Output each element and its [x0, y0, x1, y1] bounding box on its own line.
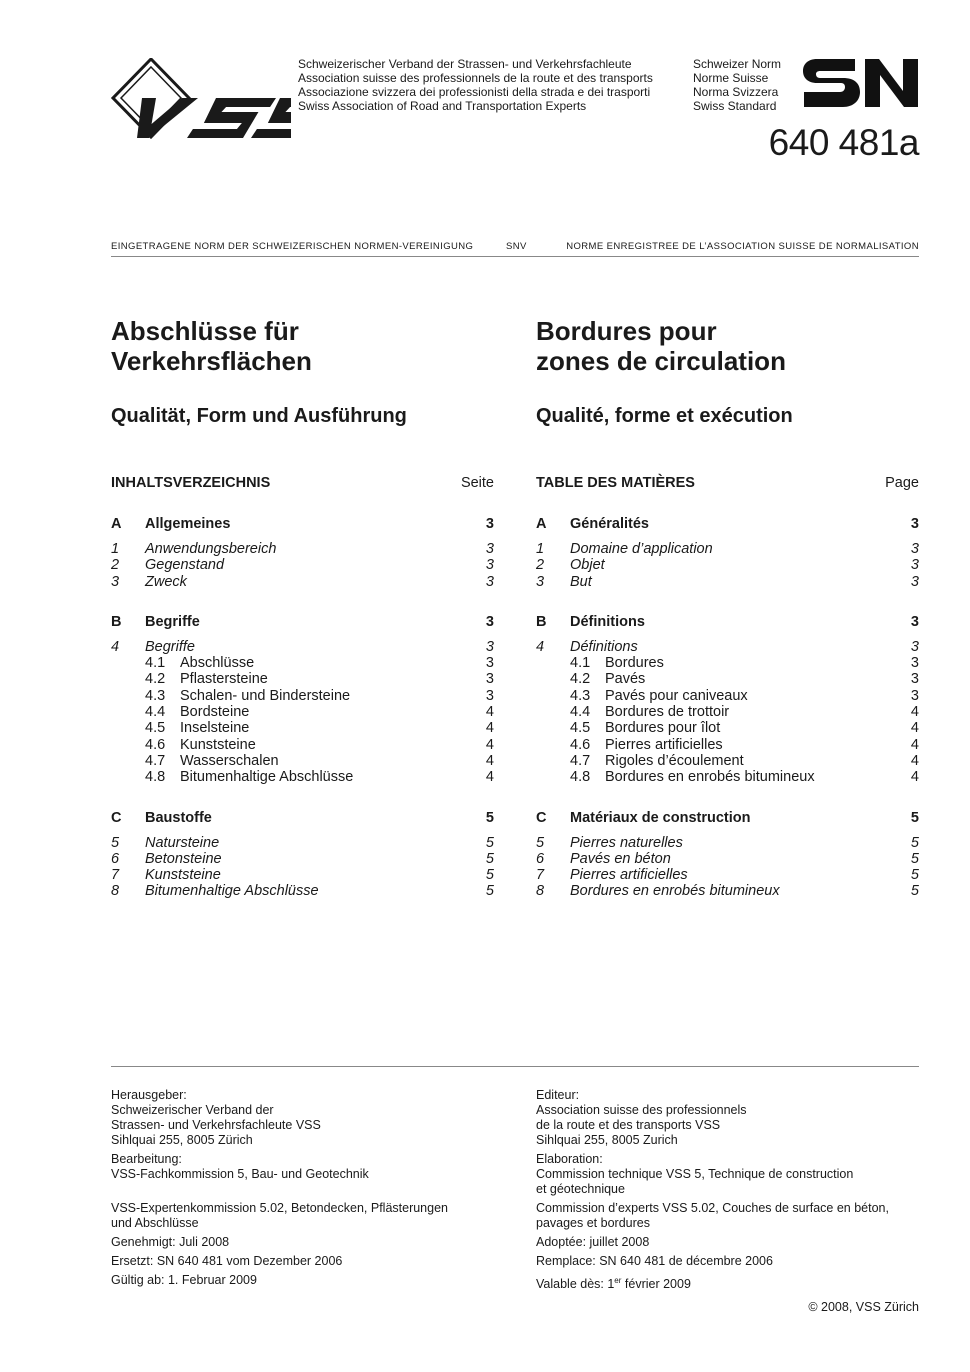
subitem-page: 4 [910, 769, 919, 786]
toc-section-row [536, 515, 919, 533]
section-title: Définitions [570, 613, 645, 630]
subitem-number: 4.5 [570, 720, 591, 737]
subitem-label: Bitumenhaltige Abschlüsse [180, 769, 354, 786]
title-fr-line1: Bordures pour [536, 316, 717, 346]
editing-fr [536, 1152, 919, 1197]
indent [111, 655, 145, 671]
indent [536, 704, 570, 720]
publisher-line: Strassen- und Verkehrsfachleute VSS [111, 1118, 321, 1132]
association-name-fr: Association suisse des professionnels de la route et des transports [298, 71, 653, 85]
item-page: 5 [485, 883, 494, 900]
subitem-page: 3 [485, 655, 494, 672]
item-label: Zweck [145, 573, 187, 590]
association-name-it: Associazione svizzera dei professionisti della strada e dei trasporti [298, 85, 651, 99]
subitem-label: Rigoles d’écoulement [605, 752, 744, 769]
item-page: 5 [910, 850, 919, 867]
subitem-page: 3 [485, 671, 494, 688]
subitem-page: 4 [910, 736, 919, 753]
subitem-number: 4.4 [570, 704, 591, 721]
subitem-page: 4 [910, 720, 919, 737]
item-label: Pavés en béton [570, 850, 671, 867]
section-letter: B [536, 613, 547, 630]
toc-subitem-row [536, 671, 919, 687]
column-de [111, 316, 494, 900]
subitem-label: Abschlüsse [180, 655, 255, 672]
toc-subitem-row [111, 737, 494, 753]
toc-item-row [111, 541, 494, 557]
editing-line: Commission technique VSS 5, Technique de construction [536, 1167, 854, 1181]
title-fr [536, 316, 919, 376]
toc-item-row [536, 574, 919, 590]
subitem-page: 3 [910, 655, 919, 672]
subitem-page: 4 [485, 736, 494, 753]
valid-de: Gültig ab: 1. Februar 2009 [111, 1273, 257, 1287]
section-letter: A [536, 516, 547, 532]
norm-number: 640 481a [768, 122, 919, 163]
toc-section [111, 613, 494, 786]
section-title: Allgemeines [145, 516, 231, 532]
subitem-number: 4.3 [145, 687, 166, 704]
item-number: 6 [536, 850, 545, 867]
item-page: 5 [485, 850, 494, 867]
title-de-line1: Abschlüsse für [111, 316, 299, 346]
toc-subitem-row [111, 655, 494, 671]
approved-fr: Adoptée: juillet 2008 [536, 1235, 650, 1249]
section-title: Matériaux de construction [570, 809, 751, 826]
item-page: 3 [910, 573, 919, 590]
subitem-label: Bordures en enrobés bitumineux [605, 769, 815, 786]
item-number: 8 [536, 883, 545, 900]
publisher-label: Editeur: [536, 1088, 580, 1102]
subitem-label: Inselsteine [180, 720, 250, 737]
item-label: Natursteine [145, 834, 220, 851]
toc-heading: TABLE DES MATIÈRES [536, 475, 695, 491]
toc-subitem-row [111, 671, 494, 687]
toc-header [111, 474, 494, 492]
publisher-line: de la route et des transports VSS [536, 1118, 721, 1132]
item-label: Définitions [570, 638, 638, 655]
indent [111, 720, 145, 736]
valid-suffix: février 2009 [621, 1277, 691, 1291]
toc-section-row [536, 613, 919, 631]
registration-rule [111, 256, 919, 257]
section-page: 5 [485, 809, 494, 826]
indent [536, 655, 570, 671]
item-page: 3 [485, 557, 494, 574]
association-name-de: Schweizerischer Verband der Strassen- und Verkehrsfachleute [298, 57, 632, 71]
toc-item-row [536, 557, 919, 573]
item-label: Objet [570, 557, 605, 574]
publisher-de [111, 1088, 494, 1148]
toc-page-label: Seite [460, 475, 494, 491]
toc-subitem-row [536, 655, 919, 671]
item-number: 1 [111, 541, 120, 557]
item-page: 3 [485, 638, 494, 655]
toc-subitem-row [536, 753, 919, 769]
item-label: Bitumenhaltige Abschlüsse [145, 883, 319, 900]
item-label: Bordures en enrobés bitumineux [570, 883, 780, 900]
section-title: Baustoffe [145, 809, 212, 826]
toc-item-row [111, 883, 494, 899]
valid-fr [536, 1273, 919, 1292]
item-page: 3 [910, 638, 919, 655]
toc-subitem-row [536, 720, 919, 736]
toc-item-row [111, 574, 494, 590]
subitem-number: 4.3 [570, 687, 591, 704]
toc-item-row [111, 557, 494, 573]
toc-subitem-row [111, 753, 494, 769]
toc-item-row [536, 851, 919, 867]
toc-subitem-row [111, 688, 494, 704]
subitem-page: 4 [485, 704, 494, 721]
indent [111, 769, 145, 785]
toc-subitem-row [536, 688, 919, 704]
subitem-label: Bordures pour îlot [605, 720, 721, 737]
toc-item-row [536, 541, 919, 557]
item-number: 2 [111, 557, 120, 574]
item-number: 1 [536, 541, 545, 557]
toc-heading: INHALTSVERZEICHNIS [111, 475, 271, 491]
subitem-page: 4 [485, 769, 494, 786]
item-page: 5 [910, 883, 919, 900]
section-letter: C [536, 809, 547, 826]
subitem-number: 4.8 [145, 769, 166, 786]
toc-item-row [111, 867, 494, 883]
toc-page-label: Page [885, 475, 919, 491]
toc-section [536, 809, 919, 900]
item-label: Pierres naturelles [570, 834, 683, 851]
toc-section [111, 809, 494, 900]
subtitle-fr: Qualité, forme et exécution [536, 405, 793, 427]
subitem-page: 4 [485, 720, 494, 737]
spacer [111, 1182, 494, 1197]
indent [536, 688, 570, 704]
item-number: 3 [111, 573, 120, 590]
editing-label: Elaboration: [536, 1152, 603, 1166]
registration-de: EINGETRAGENE NORM DER SCHWEIZERISCHEN NORMEN-VEREINIGUNG [111, 241, 474, 252]
registration-fr: NORME ENREGISTREE DE L’ASSOCIATION SUISSE DE NORMALISATION [566, 241, 919, 252]
indent [111, 704, 145, 720]
item-number: 8 [111, 883, 120, 900]
subitem-number: 4.1 [145, 655, 166, 672]
publisher-fr [536, 1088, 919, 1148]
toc-subitem-row [111, 720, 494, 736]
toc-section-row [111, 809, 494, 827]
item-label: Begriffe [145, 638, 195, 655]
norm-labels [693, 57, 781, 113]
indent [111, 753, 145, 769]
subitem-label: Bordures de trottoir [605, 704, 730, 721]
association-names [298, 57, 653, 113]
toc-section-row [536, 809, 919, 827]
toc-subitem-row [536, 704, 919, 720]
item-number: 2 [536, 557, 545, 574]
subitem-page: 4 [910, 704, 919, 721]
toc-subitem-row [111, 769, 494, 785]
section-title: Begriffe [145, 613, 200, 630]
title-fr-line2: zones de circulation [536, 346, 786, 376]
subitem-label: Wasserschalen [180, 752, 279, 769]
item-number: 4 [536, 638, 545, 655]
item-label: Domaine d’application [570, 541, 713, 557]
approved-de: Genehmigt: Juli 2008 [111, 1235, 230, 1249]
publisher-line: Schweizerischer Verband der [111, 1103, 274, 1117]
item-number: 5 [111, 834, 120, 851]
item-number: 6 [111, 850, 120, 867]
section-letter: C [111, 809, 122, 826]
footer-rule [111, 1066, 919, 1067]
indent [536, 769, 570, 785]
subitem-label: Pierres artificielles [605, 736, 723, 753]
subitem-page: 4 [910, 752, 919, 769]
subitem-number: 4.5 [145, 720, 166, 737]
valid-sup: er [614, 1276, 622, 1285]
subitem-label: Pavés [605, 671, 646, 688]
subitem-number: 4.6 [145, 736, 166, 753]
subitem-number: 4.7 [145, 752, 166, 769]
column-fr [536, 316, 919, 900]
subitem-number: 4.2 [570, 671, 591, 688]
publisher-line: Sihlquai 255, 8005 Zurich [536, 1133, 678, 1147]
title-de-line2: Verkehrsflächen [111, 346, 312, 376]
item-label: Betonsteine [145, 850, 222, 867]
publisher-line: Association suisse des professionnels [536, 1103, 747, 1117]
norm-label-it: Norma Svizzera [693, 85, 779, 99]
item-number: 5 [536, 834, 545, 851]
copyright: © 2008, VSS Zürich [808, 1300, 919, 1314]
sn-logo [803, 57, 919, 109]
section-letter: A [111, 516, 122, 532]
editing-line: et géotechnique [536, 1182, 625, 1196]
subitem-label: Kunststeine [180, 736, 256, 753]
subitem-label: Pflastersteine [180, 671, 268, 688]
sn-logo-text: SN [803, 57, 805, 58]
footer-fr [536, 1088, 919, 1296]
toc-subitem-row [111, 704, 494, 720]
editing-line: VSS-Fachkommission 5, Bau- und Geotechnik [111, 1167, 369, 1181]
subitem-label: Bordsteine [180, 704, 250, 721]
subitem-page: 3 [485, 687, 494, 704]
expert-line: und Abschlüsse [111, 1216, 199, 1230]
toc-section-row [111, 515, 494, 533]
item-page: 3 [485, 541, 494, 557]
indent [536, 737, 570, 753]
expert-commission-fr [536, 1201, 919, 1231]
subitem-number: 4.2 [145, 671, 166, 688]
item-label: But [570, 573, 592, 590]
toc-section [536, 515, 919, 590]
indent [111, 688, 145, 704]
expert-line: Commission d’experts VSS 5.02, Couches de surface en béton, [536, 1201, 889, 1215]
item-label: Gegenstand [145, 557, 225, 574]
valid-prefix: Valable dès: 1 [536, 1277, 615, 1291]
indent [111, 671, 145, 687]
subitem-page: 4 [485, 752, 494, 769]
toc-item-row [536, 883, 919, 899]
expert-commission-de [111, 1201, 494, 1231]
toc-section [111, 515, 494, 590]
replaces-fr: Remplace: SN 640 481 de décembre 2006 [536, 1254, 773, 1268]
subitem-number: 4.7 [570, 752, 591, 769]
toc-item-row [536, 639, 919, 655]
expert-line: pavages et bordures [536, 1216, 650, 1230]
toc-subitem-row [536, 737, 919, 753]
item-page: 3 [910, 541, 919, 557]
expert-line: VSS-Expertenkommission 5.02, Betondecken, Pflästerungen [111, 1201, 448, 1215]
replaces-de: Ersetzt: SN 640 481 vom Dezember 2006 [111, 1254, 343, 1268]
subitem-label: Schalen- und Bindersteine [180, 687, 351, 704]
toc-fr [536, 474, 919, 900]
association-name-en: Swiss Association of Road and Transportation Experts [298, 99, 587, 113]
item-page: 3 [910, 557, 919, 574]
vss-logo-text: VSS [111, 58, 114, 59]
toc-section-row [111, 613, 494, 631]
toc-header [536, 474, 919, 492]
item-number: 7 [111, 867, 120, 884]
item-number: 3 [536, 573, 545, 590]
subtitle-de: Qualität, Form und Ausführung [111, 405, 407, 427]
section-page: 3 [485, 516, 494, 532]
publisher-label: Herausgeber: [111, 1088, 187, 1102]
item-number: 7 [536, 867, 545, 884]
item-page: 5 [910, 867, 919, 884]
subitem-page: 3 [910, 687, 919, 704]
norm-label-de: Schweizer Norm [693, 57, 782, 71]
editing-de [111, 1152, 494, 1197]
section-title: Généralités [570, 516, 649, 532]
toc-de [111, 474, 494, 900]
indent [111, 737, 145, 753]
registration-snv: SNV [506, 241, 527, 252]
toc-item-row [111, 639, 494, 655]
item-label: Anwendungsbereich [145, 541, 277, 557]
toc-item-row [111, 851, 494, 867]
item-label: Pierres artificielles [570, 867, 688, 884]
norm-label-en: Swiss Standard [693, 99, 777, 113]
item-page: 3 [485, 573, 494, 590]
section-letter: B [111, 613, 122, 630]
item-label: Kunststeine [145, 867, 221, 884]
section-page: 5 [910, 809, 919, 826]
indent [536, 671, 570, 687]
section-page: 3 [910, 613, 919, 630]
toc-item-row [536, 835, 919, 851]
section-page: 3 [485, 613, 494, 630]
subitem-number: 4.8 [570, 769, 591, 786]
toc-item-row [111, 835, 494, 851]
subitem-number: 4.1 [570, 655, 591, 672]
footer-de [111, 1088, 494, 1292]
subitem-label: Pavés pour caniveaux [605, 687, 748, 704]
editing-label: Bearbeitung: [111, 1152, 182, 1166]
indent [536, 753, 570, 769]
item-number: 4 [111, 638, 120, 655]
subitem-number: 4.4 [145, 704, 166, 721]
subitem-label: Bordures [605, 655, 664, 672]
toc-subitem-row [536, 769, 919, 785]
section-page: 3 [910, 516, 919, 532]
norm-label-fr: Norme Suisse [693, 71, 769, 85]
subitem-page: 3 [910, 671, 919, 688]
toc-section [536, 613, 919, 786]
vss-logo [111, 58, 291, 140]
item-page: 5 [485, 867, 494, 884]
title-de [111, 316, 494, 376]
subitem-number: 4.6 [570, 736, 591, 753]
item-page: 5 [910, 834, 919, 851]
indent [536, 720, 570, 736]
item-page: 5 [485, 834, 494, 851]
publisher-line: Sihlquai 255, 8005 Zürich [111, 1133, 253, 1147]
toc-item-row [536, 867, 919, 883]
